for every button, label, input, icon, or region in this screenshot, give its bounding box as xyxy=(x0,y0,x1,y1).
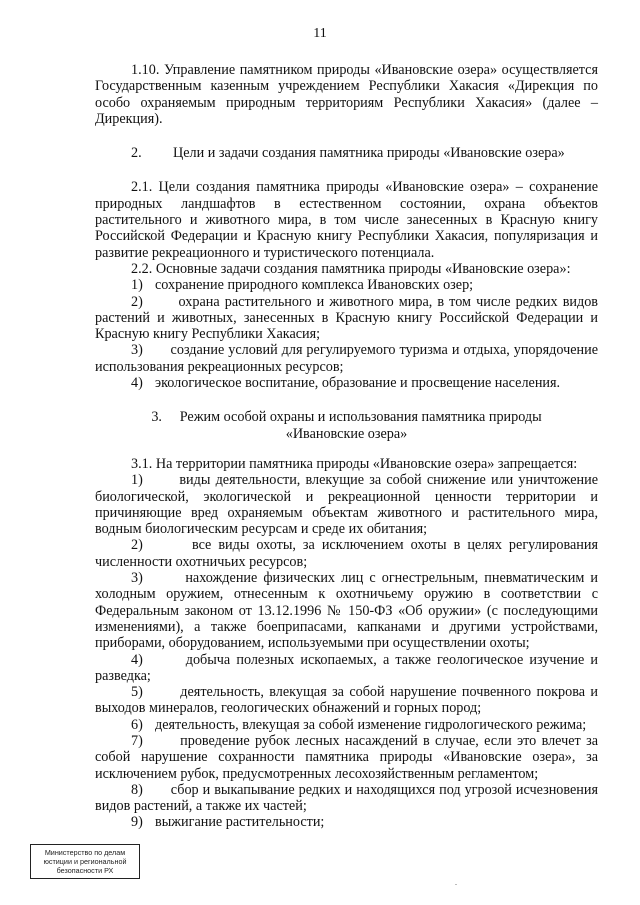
paragraph-2-2: 2.2. Основные задачи создания памятника природы «Ивановские озера»: xyxy=(131,260,571,277)
list-item: 2) охрана растительного и животного мира, в том числе редких видов растений и животных, занесенных в Красную книгу Российской Федерации и Красную книгу Республики Хакасия; xyxy=(95,293,599,343)
ministry-stamp xyxy=(30,844,140,879)
list-item: 2) все виды охоты, за исключением охоты в целях регулирования численности охотничьих ресурсов; xyxy=(95,537,598,570)
section-2-heading xyxy=(95,145,598,161)
list-item: 6) деятельность, влекущая за собой изменение гидрологического режима; xyxy=(131,716,587,733)
stamp-line: Министерство по делам xyxy=(44,848,126,857)
section-2-number: 2. xyxy=(131,145,142,162)
section-3-title-line1: Режим особой охраны и использования памятника природы xyxy=(179,409,542,426)
list-item: 8) сбор и выкапывание редких и находящихся под угрозой исчезновения видов растений, а также их частей; xyxy=(95,781,599,815)
prohibitions-list xyxy=(95,472,598,831)
paragraph-1-10: 1.10. Управление памятником природы «Ивановские озера» осуществляется Государственным казенным учреждением Республики Хакасия «Дирекция по особо охраняемым природным территориям Республики Хакасия» (далее – Дирекция). xyxy=(95,62,598,127)
page-number: 11 xyxy=(313,26,327,41)
paragraph-3-1: 3.1. На территории памятника природы «Ивановские озера» запрещается: xyxy=(131,455,578,472)
list-item: 3) создание условий для регулируемого туризма и отдыха, упорядочение использования рекреационных ресурсов; xyxy=(95,342,599,375)
section-3-title-line2: «Ивановские озера» xyxy=(285,425,408,442)
section-3-heading xyxy=(95,409,598,442)
list-item: 3) нахождение физических лиц с огнестрельным, пневматическим и холодным оружием, отнесенным к охотничьему оружию в соответствии с Федеральным законом от 13.12.1996 № 150-ФЗ «Об оружии» (с последующими изменениями), а также боеприпасами, капканами и другими устройствами, приборами, оборудованием, используемыми при осуществлении охоты; xyxy=(95,570,599,652)
list-item: 1) виды деятельности, влекущие за собой снижение или уничтожение биологической, экологической и рекреационной ценности территории и причиняющие вред охраняемым объектам животного и растительного мира, водным биологическим ресурсам и среде их обитания; xyxy=(95,472,598,538)
stamp-line: юстиции и региональной xyxy=(43,857,127,866)
document-body xyxy=(95,62,598,831)
stamp-line: безопасности РХ xyxy=(56,866,114,875)
scan-speck xyxy=(455,884,457,885)
section-3-number: 3. xyxy=(151,409,162,426)
tasks-list xyxy=(95,277,598,391)
list-item: 1) сохранение природного комплекса Ивановских озер; xyxy=(131,277,474,294)
list-item: 5) деятельность, влекущая за собой нарушение почвенного покрова и выходов минералов, геологических обнажений и горных пород; xyxy=(95,684,598,717)
list-item: 9) выжигание растительности; xyxy=(131,814,325,831)
paragraph-2-1: 2.1. Цели создания памятника природы «Ивановские озера» – сохранение природных ландшафтов в естественном состоянии, охрана объектов растительного и животного мира, в том числе занесенных в Красную книгу Российской Федерации и Красную книгу Республики Хакасия, популяризация и развитие рекреационного и туристического потенциала. xyxy=(95,179,598,261)
list-item: 7) проведение рубок лесных насаждений в случае, если это влечет за собой нарушение сохранности памятника природы «Ивановские озера», за исключением рубок, предусмотренных лесохозяйственным регламентом; xyxy=(95,732,598,782)
section-2-title: Цели и задачи создания памятника природы «Ивановские озера» xyxy=(173,145,565,162)
list-item: 4) добыча полезных ископаемых, а также геологическое изучение и разведка; xyxy=(95,651,599,684)
list-item: 4) экологическое воспитание, образование и просвещение населения. xyxy=(131,375,561,392)
